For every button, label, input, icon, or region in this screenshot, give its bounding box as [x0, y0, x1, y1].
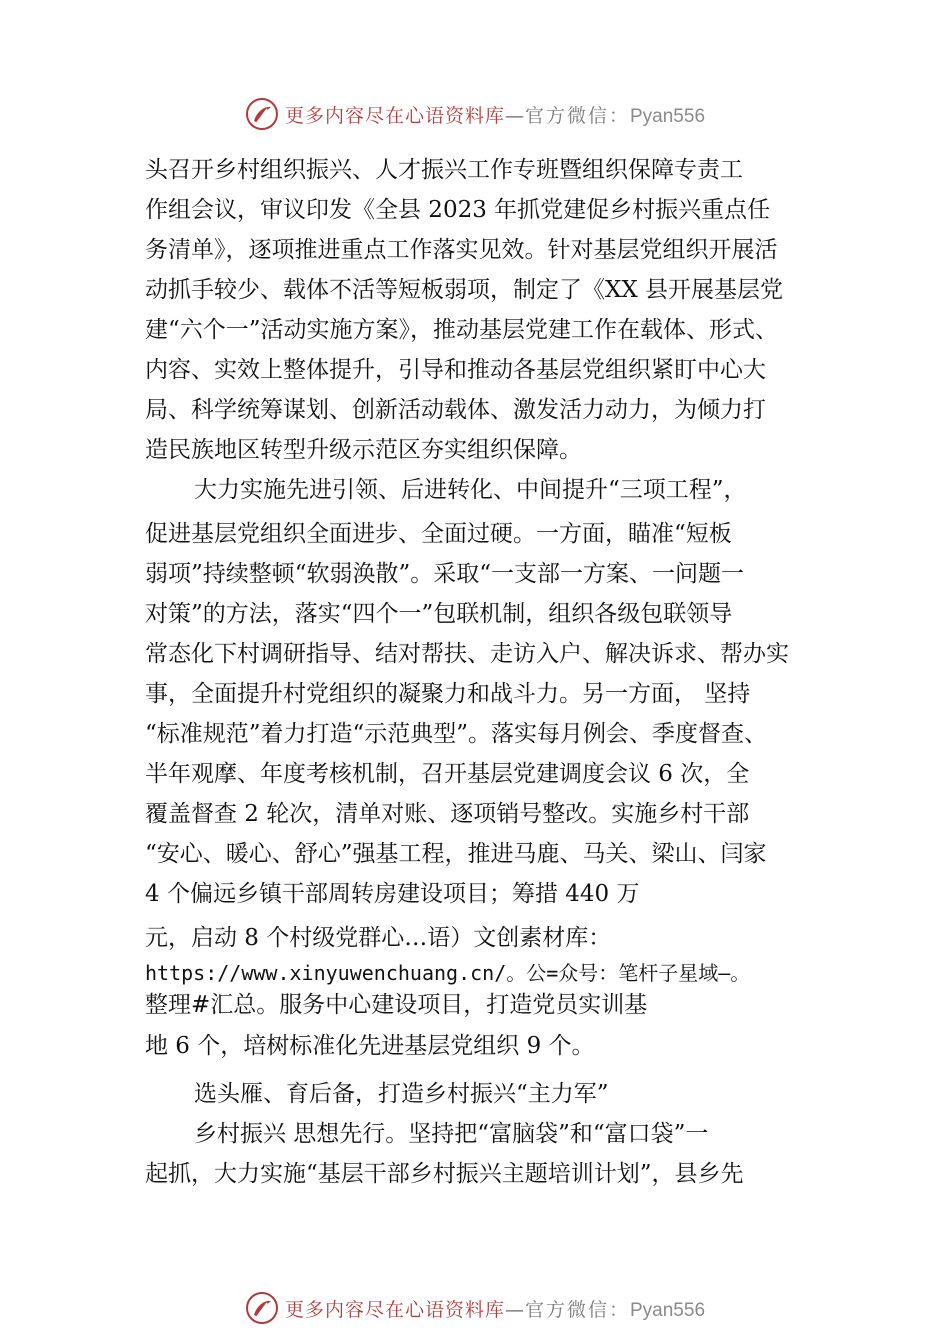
text-line: 头召开乡村组织振兴、人才振兴工作专班暨组织保障专责工 [145, 157, 743, 183]
text-line: 常态化下村调研指导、结对帮扶、走访入户、解决诉求、帮办实 [145, 641, 789, 667]
text-line: 局、科学统筹谋划、创新活动载体、激发活力动力，为倾力打 [145, 397, 766, 423]
text-line: 务清单》，逐项推进重点工作落实见效。针对基层党组织开展活 [145, 237, 778, 263]
header-banner-main: 更多内容尽在心语资料库 [284, 104, 505, 127]
footer-banner-main: 更多内容尽在心语资料库 [284, 1298, 505, 1321]
text-line: 起抓，大力实施“基层干部乡村振兴主题培训计划”，县乡先 [145, 1161, 744, 1187]
text-line: 地 6 个，培树标准化先进基层党组织 9 个。 [145, 1033, 595, 1059]
footer-banner [0, 1288, 950, 1328]
text-line: 4 个偏远乡镇干部周转房建设项目；筹措 440 万 [145, 881, 640, 907]
text-line: 作组会议，审议印发《全县 2023 年抓党建促乡村振兴重点任 [145, 197, 771, 223]
header-banner-text [285, 101, 705, 128]
text-line: 弱项”持续整顿“软弱涣散”。采取“一支部一方案、一问题一 [145, 561, 745, 587]
footer-banner-text [285, 1295, 705, 1322]
text-line: 建“六个一”活动实施方案》，推动基层党建工作在载体、形式、 [145, 317, 779, 343]
logo-icon [245, 97, 279, 131]
footer-banner-dash: — [504, 1298, 525, 1321]
text-line: 整理#汇总。服务中心建设项目，打造党员实训基 [145, 992, 648, 1018]
logo-icon [245, 1291, 279, 1325]
header-banner-dash: — [504, 104, 525, 127]
header-banner [0, 94, 950, 134]
footer-banner-wechat-id: Pyan556 [630, 1299, 706, 1321]
text-line: “标准规范”着力打造“示范典型”。落实每月例会、季度督查、 [145, 721, 768, 747]
header-banner-wechat-id: Pyan556 [630, 105, 706, 127]
text-line: 事，全面提升村党组织的凝聚力和战斗力。另一方面， 坚持 [145, 681, 751, 707]
text-line: 元，启动 8 个村级党群心…语）文创素材库： [145, 925, 612, 951]
text-line: 覆盖督查 2 轮次，清单对账、逐项销号整改。实施乡村干部 [145, 801, 750, 827]
paragraph-first-line: 乡村振兴 思想先行。坚持把“富脑袋”和“富口袋”一 [194, 1121, 709, 1147]
document-body [145, 150, 845, 1194]
watermark-url-line: https://www.xinyuwenchuang.cn/。公=众号：笔杆子星域—。 [145, 961, 751, 985]
text-line: 对策”的方法，落实“四个一”包联机制，组织各级包联领导 [145, 601, 733, 627]
paragraph-first-line: 大力实施先进引领、后进转化、中间提升“三项工程”， [194, 477, 747, 503]
section-heading: 选头雁、育后备，打造乡村振兴“主力军” [194, 1081, 609, 1107]
header-banner-wechat-label: 官方微信： [524, 104, 630, 127]
text-line: “安心、暖心、舒心”强基工程，推进马鹿、马关、梁山、闫家 [145, 841, 767, 867]
text-line: 动抓手较少、载体不活等短板弱项，制定了《XX 县开展基层党 [145, 277, 784, 303]
text-line: 半年观摩、年度考核机制，召开基层党建调度会议 6 次，全 [145, 761, 750, 787]
text-line: 造民族地区转型升级示范区夯实组织保障。 [145, 437, 582, 463]
text-line: 内容、实效上整体提升，引导和推动各基层党组织紧盯中心大 [145, 357, 766, 383]
footer-banner-wechat-label: 官方微信： [524, 1298, 630, 1321]
text-line: 促进基层党组织全面进步、全面过硬。一方面，瞄准“短板 [145, 521, 732, 547]
